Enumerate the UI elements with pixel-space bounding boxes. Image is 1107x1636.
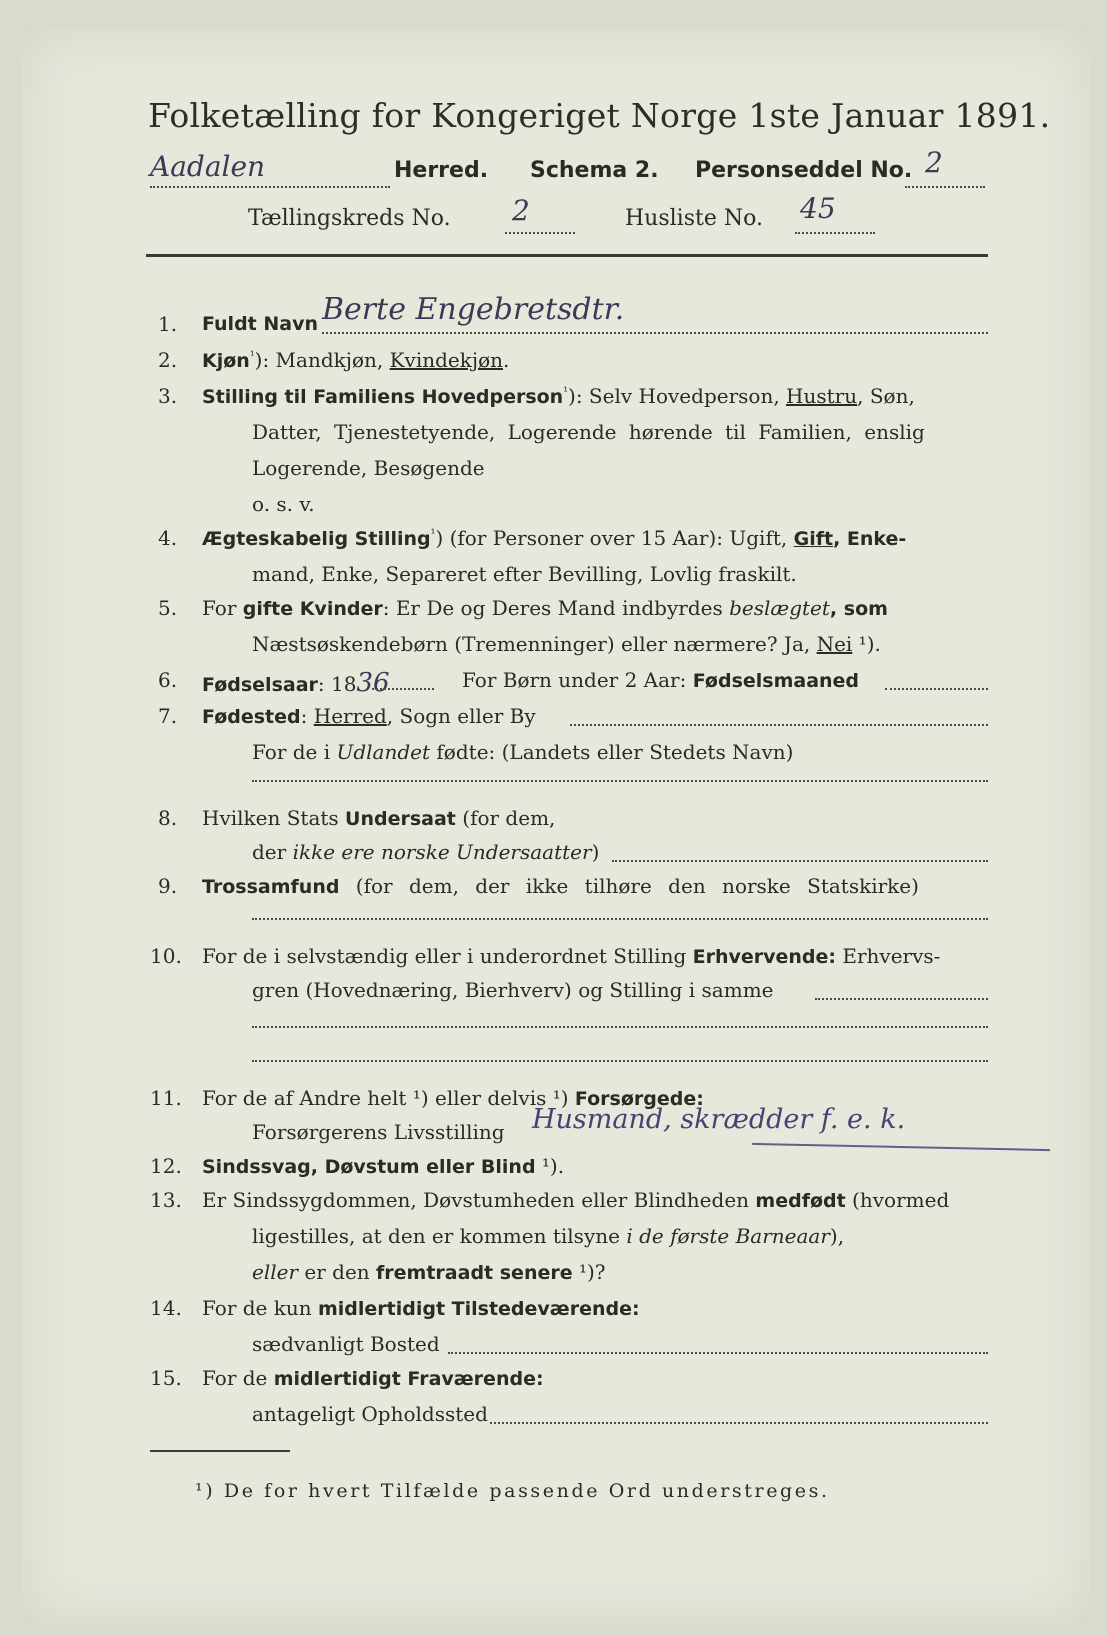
occupation-text-a: For de i selvstændig eller i underordnet Stilling: [202, 944, 693, 968]
citizenship-bold: Undersaat: [345, 808, 456, 830]
item-number-10: 10.: [150, 944, 182, 968]
citizenship-der: der: [252, 840, 293, 864]
kinship-text-c: , som: [829, 598, 888, 620]
birth-month-line: [462, 668, 859, 692]
item-number-4: 4.: [158, 526, 178, 550]
item-number-8: 8.: [158, 806, 178, 830]
usual-residence-label: sædvanligt Bosted: [252, 1332, 440, 1356]
kinship-end: ¹).: [852, 632, 881, 656]
congenital-line2-italic: i de første Barneaar: [626, 1224, 830, 1248]
birthplace-line-2: [252, 740, 793, 764]
temporary-absent-bold: midlertidigt Fraværende:: [273, 1368, 544, 1390]
citizenship-dotted-line: [612, 860, 988, 862]
usual-residence-dotted-line: [448, 1352, 988, 1354]
full-name-label: Fuldt Navn: [202, 313, 319, 335]
occupation-line-1: [202, 944, 940, 968]
supported-text-a: For de af Andre helt ¹) eller delvis ¹): [202, 1086, 575, 1110]
birthplace-colon: :: [300, 704, 314, 728]
husliste-dotted-line: [795, 232, 875, 234]
family-position-line-2: Datter, Tjenestetyende, Logerende hørende til Familien, enslig: [252, 420, 925, 444]
family-position-line-4: o. s. v.: [252, 492, 315, 516]
citizenship-line-1: [202, 806, 555, 830]
congenital-line3-a: er den: [298, 1260, 377, 1284]
occupation-bold: Erhvervende:: [692, 946, 837, 968]
family-position-options-b: , Søn,: [857, 384, 915, 408]
temporary-present-line: [202, 1296, 640, 1320]
husliste-label: Husliste No.: [625, 206, 763, 231]
personseddel-number: 2: [925, 146, 943, 179]
congenital-line3-italic: eller: [252, 1260, 299, 1284]
gender-end: .: [503, 348, 510, 372]
marital-line-1: [202, 526, 906, 550]
congenital-line-3: [252, 1260, 606, 1284]
citizenship-text-a: Hvilken Stats: [202, 806, 346, 830]
birth-year-answer: 36: [356, 668, 390, 698]
abroad-text-a: For de i: [252, 740, 337, 764]
citizenship-text-b: (for dem,: [455, 806, 556, 830]
religion-line: [202, 874, 919, 898]
temporary-absent-line: [202, 1366, 544, 1390]
personseddel-dotted-line: [905, 186, 985, 188]
gender-options-text: ): Mandkjøn,: [254, 348, 390, 372]
disability-line: [202, 1154, 564, 1178]
congenital-line2-b: ),: [829, 1224, 845, 1248]
congenital-text-b: (hvormed: [845, 1188, 950, 1212]
congenital-line3-bold: fremtraadt senere: [376, 1262, 573, 1284]
kreds-label: Tællingskreds No.: [248, 206, 451, 231]
footnote: ¹) De for hvert Tilfælde passende Ord understreges.: [195, 1480, 830, 1502]
family-position-line-1: [202, 384, 915, 408]
abroad-italic: Udlandet: [336, 740, 431, 764]
congenital-line-1: [202, 1188, 949, 1212]
footnote-divider: [150, 1450, 290, 1452]
herred-label: Herred.: [394, 158, 489, 183]
personseddel-label: Personseddel No.: [695, 158, 913, 183]
citizenship-line-2: [252, 840, 599, 864]
citizenship-end: ): [591, 840, 600, 864]
kinship-question: Næstsøskendebørn (Tremenninger) eller nærmere? Ja,: [252, 632, 817, 656]
marital-selected: Gift: [793, 528, 834, 550]
family-position-options-a: ): Selv Hovedperson,: [568, 384, 787, 408]
congenital-line2-a: ligestilles, at den er kommen tilsyne: [252, 1224, 627, 1248]
kinship-italic: beslægtet: [729, 596, 830, 620]
item-number-1: 1.: [158, 312, 178, 336]
citizenship-italic: ikke ere norske Undersaatter: [292, 840, 592, 864]
item-number-13: 13.: [150, 1188, 182, 1212]
marital-footnote-mark: ¹: [430, 526, 436, 541]
gender-footnote-mark: ¹: [249, 348, 255, 363]
full-name-dotted-line: [322, 332, 988, 334]
item-number-2: 2.: [158, 348, 178, 372]
birthplace-dotted-line: [570, 724, 988, 726]
occupation-line-2: gren (Hovednæring, Bierhverv) og Stilling i samme: [252, 978, 774, 1002]
temporary-absent-text: For de: [202, 1366, 274, 1390]
birthplace-line-1: [202, 704, 536, 728]
congenital-line3-b: ¹)?: [572, 1260, 606, 1284]
item-number-7: 7.: [158, 704, 178, 728]
form-title: Folketælling for Kongeriget Norge 1ste Januar 1891.: [148, 96, 1051, 135]
kreds-dotted-line: [505, 232, 575, 234]
item-number-12: 12.: [150, 1154, 182, 1178]
congenital-text-a: Er Sindssygdommen, Døvstumheden eller Blindheden: [202, 1188, 756, 1212]
birth-year-prefix: : 18: [317, 672, 357, 696]
supporter-occupation-answer: Husmand, skrædder f. e. k.: [532, 1104, 906, 1135]
kinship-line-2: [252, 632, 881, 656]
congenital-line-2: [252, 1224, 844, 1248]
item-number-11: 11.: [150, 1086, 182, 1110]
birthplace-options: , Sogn eller By: [386, 704, 536, 728]
kreds-number: 2: [512, 194, 530, 227]
kinship-line-1: [202, 596, 888, 620]
header-divider: [146, 254, 988, 257]
item-number-14: 14.: [150, 1296, 182, 1320]
religion-dotted-line: [252, 918, 988, 920]
birthplace-selected: Herred: [313, 704, 387, 728]
family-position-line-3: Logerende, Besøgende: [252, 456, 485, 480]
herred-handwritten: Aadalen: [150, 150, 266, 183]
gender-label: Kjøn: [202, 350, 250, 372]
marital-label: Ægteskabelig Stilling: [202, 528, 431, 550]
marital-line-2: mand, Enke, Separeret efter Bevilling, Lovlig fraskilt.: [252, 562, 797, 586]
birth-month-label: Fødselsmaaned: [692, 670, 860, 692]
kinship-bold: gifte Kvinder: [242, 598, 383, 620]
probable-residence-dotted-line: [490, 1422, 988, 1424]
occupation-dotted-line-2: [252, 1026, 988, 1028]
kinship-text-b: : Er De og Deres Mand indbyrdes: [382, 596, 730, 620]
supporter-occupation-label: Forsørgerens Livsstilling: [252, 1120, 505, 1144]
birth-year-line: [202, 668, 390, 698]
herred-dotted-line: [150, 186, 390, 188]
probable-residence-label: antageligt Opholdssted: [252, 1402, 488, 1426]
family-position-footnote-mark: ¹: [563, 384, 569, 399]
birth-month-dotted-line: [885, 688, 988, 690]
birth-year-dotted-line: [372, 688, 434, 690]
birthplace-label: Fødested: [202, 706, 301, 728]
family-position-label: Stilling til Familiens Hovedperson: [202, 386, 564, 408]
birth-year-label: Fødselsaar: [202, 674, 318, 696]
gender-selected: Kvindekjøn: [389, 348, 503, 372]
item-number-3: 3.: [158, 384, 178, 408]
disability-label: Sindssvag, Døvstum eller Blind: [202, 1156, 536, 1178]
marital-options-b: , Enke-: [833, 528, 907, 550]
kinship-text-a: For: [202, 596, 243, 620]
supported-bold: Forsørgede:: [574, 1088, 704, 1110]
kinship-selected: Nei: [816, 632, 853, 656]
birth-month-text: For Børn under 2 Aar:: [462, 668, 693, 692]
schema-label: Schema 2.: [530, 158, 659, 183]
item-number-9: 9.: [158, 874, 178, 898]
marital-options-a: ) (for Personer over 15 Aar): Ugift,: [435, 526, 794, 550]
disability-end: ¹).: [535, 1154, 565, 1178]
temporary-present-bold: midlertidigt Tilstedeværende:: [317, 1298, 640, 1320]
abroad-text-b: fødte: (Landets eller Stedets Navn): [430, 740, 794, 764]
congenital-bold: medfødt: [755, 1190, 846, 1212]
full-name-answer: Berte Engebretsdtr.: [322, 292, 625, 327]
temporary-present-text: For de kun: [202, 1296, 318, 1320]
abroad-dotted-line: [252, 780, 988, 782]
occupation-dotted-line-3: [252, 1060, 988, 1062]
item-number-5: 5.: [158, 596, 178, 620]
occupation-text-b: Erhvervs-: [836, 944, 941, 968]
item-number-15: 15.: [150, 1366, 182, 1390]
husliste-number: 45: [800, 192, 836, 225]
occupation-dotted-line-1: [815, 998, 988, 1000]
family-position-selected: Hustru: [786, 384, 858, 408]
religion-label: Trossamfund: [202, 876, 340, 898]
religion-text: (for dem, der ikke tilhøre den norske Statskirke): [339, 874, 919, 898]
census-form-sheet: [22, 28, 1090, 1624]
gender-line: [202, 348, 509, 372]
item-number-6: 6.: [158, 668, 178, 692]
